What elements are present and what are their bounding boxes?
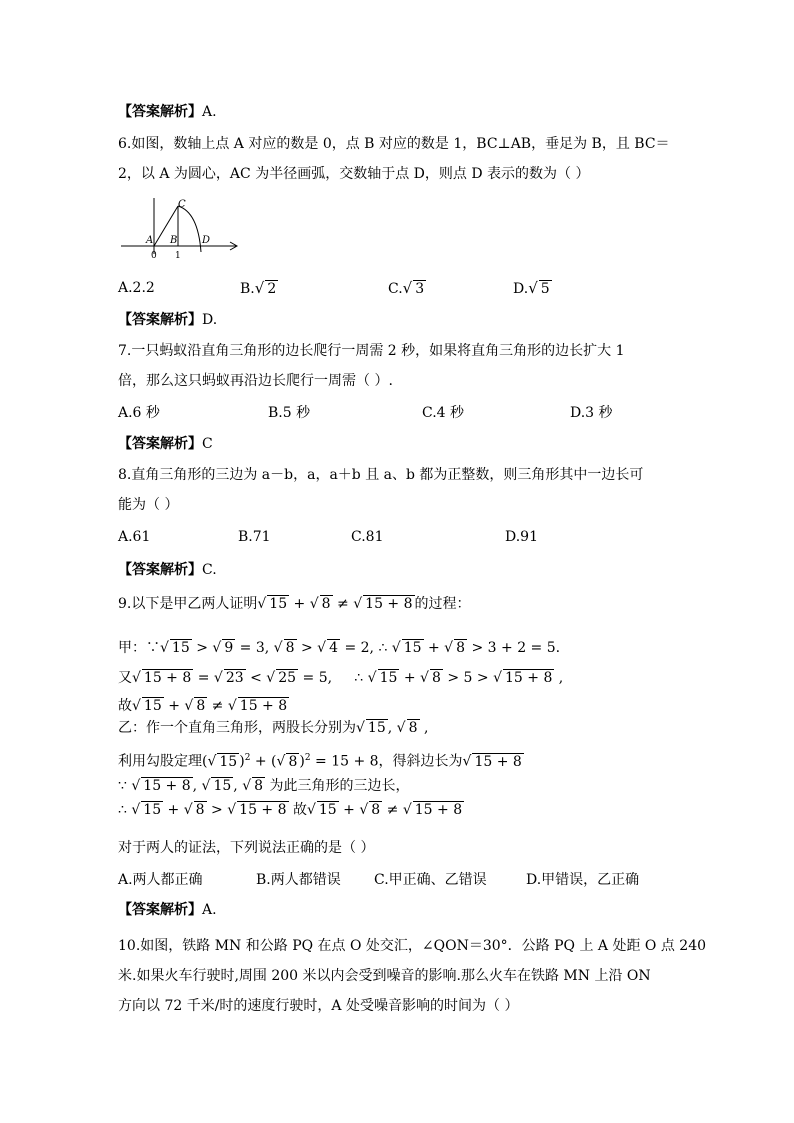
q8-line2: 能为（ ） (118, 497, 179, 513)
q7-line1: 7.一只蚂蚁沿直角三角形的边长爬行一周需 2 秒，如果将直角三角形的边长扩大 1 (118, 343, 625, 359)
q6-option-b (240, 278, 278, 299)
q10-line1: 10.如图，铁路 MN 和公路 PQ 在点 O 处交汇，∠QON＝30°．公路 PQ 上 A 处距 O 点 240 (118, 938, 707, 954)
q9-option-b: B.两人都错误 (256, 872, 341, 888)
q10-line3: 方向以 72 千米/时的速度行驶时，A 处受噪音影响的时间为（ ） (118, 998, 519, 1014)
q9-stem-pre: 9.以下是甲乙两人证明 (118, 596, 258, 612)
answer-8 (118, 560, 217, 580)
q7-option-c: C.4 秒 (422, 405, 465, 421)
label-b: B (170, 235, 178, 246)
answer-value: C. (202, 562, 217, 578)
q9-yi-line1: 乙：作一个直角三角形，两股长分别为√ 15 , √ 8 , (118, 720, 429, 736)
q6-option-d-label: D. (513, 281, 529, 297)
q9-option-c: C.甲正确、乙错误 (374, 872, 487, 888)
sqrt-icon: √ (254, 279, 265, 297)
answer-label: 【答案解析】 (118, 312, 202, 328)
q9-yi-line2: 利用勾股定理(√ 15 )$^2$ + (√ 8 )$^2$ = 15 + 8，得斜边长为√ 15 + 8 (118, 753, 522, 770)
q9-option-a: A.两人都正确 (118, 872, 203, 888)
q9-stem-post: 的过程： (414, 596, 471, 612)
q9-jia-label: 甲：∵ (118, 640, 160, 656)
q9-yi-text3: ，得斜边长为 (378, 753, 463, 770)
sqrt-icon: √ (528, 279, 538, 297)
sqrt-icon: √ (402, 279, 413, 297)
q9-yi-text4: 为此三角形的三边长， (269, 778, 410, 794)
q8-option-c: C.81 (351, 529, 384, 545)
q7-option-a: A.6 秒 (118, 405, 160, 421)
q9-option-d: D.甲错误，乙正确 (526, 872, 640, 888)
answer-label: 【答案解析】 (118, 436, 202, 452)
answer-6 (118, 310, 217, 330)
answer-5 (118, 102, 217, 122)
q9-yi-line4: ∴ √ 15 + √ 8 > √ 15 + 8 故√ 15 + √ 8 ≠ √ 15 + 8 (118, 802, 463, 818)
q9-yi-text: 乙：作一个直角三角形，两股长分别为 (118, 720, 356, 736)
answer-value: C (202, 436, 213, 452)
q9-yi-text2: 利用勾股定理 (118, 753, 202, 770)
q9-question: 对于两人的证法，下列说法正确的是（ ） (118, 840, 375, 856)
q6-option-d-radicand: 5 (540, 281, 550, 297)
q9-yi-line3: ∵ √ 15 + 8 , √ 15 , √ 8 为此三角形的三边长， (118, 778, 410, 794)
tick-1: 1 (175, 251, 181, 261)
label-a: A (146, 235, 154, 246)
label-c: C (178, 199, 186, 210)
q7-line2: 倍，那么这只蚂蚁再沿边长爬行一周需（ ）. (118, 373, 393, 389)
q9-gu-label: 故 (118, 698, 132, 714)
label-d: D (202, 235, 211, 246)
q6-option-c-radicand: 3 (415, 281, 425, 297)
q6-option-b-label: B. (240, 281, 255, 297)
q8-option-a: A.61 (118, 529, 151, 545)
q9-jia-line1: 甲：∵√ 15 > √ 9 = 3, √ 8 > √ 4 = 2, ∴ √ 15 + √ 8 > 3 + 2 = 5. (118, 640, 561, 656)
q8-option-d: D.91 (505, 529, 538, 545)
q6-option-b-radicand: 2 (267, 281, 277, 297)
answer-value: D. (202, 312, 218, 328)
q9-stem: 9.以下是甲乙两人证明√ 15 + √ 8 ≠ √ 15 + 8 的过程： (118, 596, 471, 612)
q6-option-c (388, 278, 426, 299)
q6-option-d (513, 278, 552, 299)
answer-7 (118, 434, 213, 454)
q9-gu2-label: 故 (292, 802, 307, 818)
q6-option-a: A.2.2 (118, 280, 155, 296)
arc-cd (178, 206, 201, 252)
answer-label: 【答案解析】 (118, 104, 202, 120)
q8-option-b: B.71 (238, 529, 271, 545)
answer-label: 【答案解析】 (118, 902, 202, 918)
number-line-figure (118, 196, 242, 262)
q7-option-b: B.5 秒 (268, 405, 311, 421)
q8-line1: 8.直角三角形的三边为 a－b，a，a＋b 且 a、b 都为正整数，则三角形其中一边长可 (118, 467, 644, 483)
q9-jia-line2: 又√ 15 + 8 = √ 23 < √ 25 = 5, ∴ √ 15 + √ 8 > 5 > √ 15 + 8 , (118, 670, 564, 686)
q9-you-label: 又 (118, 670, 132, 686)
q6-line2: 2，以 A 为圆心，AC 为半径画弧，交数轴于点 D，则点 D 表示的数为（ ） (118, 166, 590, 182)
q6-line1: 6.如图，数轴上点 A 对应的数是 0，点 B 对应的数是 1，BC⊥AB，垂足为 B，且 BC＝ (118, 136, 670, 152)
q10-line2: 米.如果火车行驶时,周围 200 米以内会受到噪音的影响.那么火车在铁路 MN 上沿 ON (118, 968, 651, 984)
q6-option-c-label: C. (388, 281, 403, 297)
answer-9 (118, 900, 217, 920)
q9-jia-line3: 故√ 15 + √ 8 ≠ √ 15 + 8 (118, 698, 288, 714)
tick-0: 0 (151, 251, 157, 261)
q7-option-d: D.3 秒 (570, 405, 613, 421)
answer-label: 【答案解析】 (118, 562, 202, 578)
answer-value: A. (202, 902, 217, 918)
answer-value: A. (202, 104, 217, 120)
